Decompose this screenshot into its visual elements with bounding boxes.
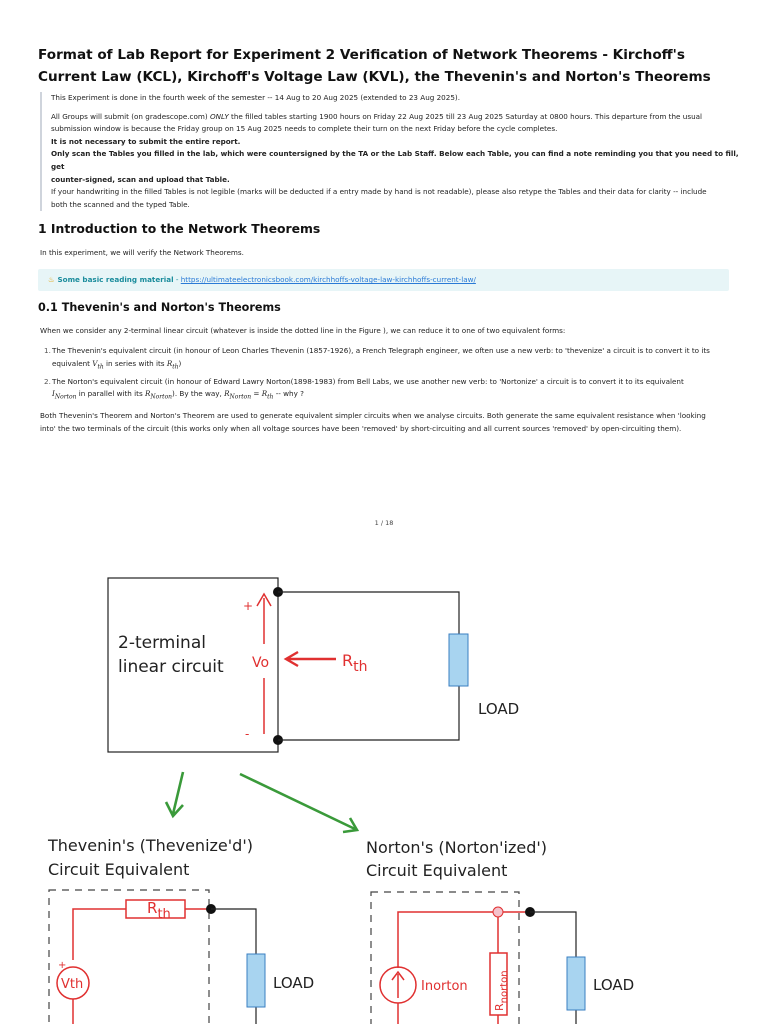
- math-symbol: R: [224, 389, 230, 399]
- math-operator: =: [251, 389, 262, 399]
- vth-plus: +: [58, 960, 67, 971]
- reading-link[interactable]: https://ultimateelectronicsbook.com/kirchhoffs-voltage-law-kirchhoffs-current-law/: [180, 275, 476, 284]
- notice-line: If your handwriting in the filled Tables is not legible (marks will be deducted if a entry made by hand is not readable), please also retype the Tables and their data for clarity -- include: [51, 187, 707, 197]
- callout-label: Some basic reading material: [57, 275, 174, 284]
- rth-label: [342, 651, 368, 675]
- rth-arrow: [286, 652, 336, 666]
- section-heading: 1 Introduction to the Network Theorems: [38, 221, 321, 236]
- norton-node: [493, 907, 503, 917]
- load-resistor: [449, 634, 468, 686]
- norton-subtitle: Circuit Equivalent: [366, 861, 508, 880]
- list-text: in parallel with its: [76, 389, 145, 399]
- math-symbol: V: [92, 358, 98, 368]
- notice-bold: counter-signed, scan and upload that Table.: [51, 174, 230, 184]
- math-rnorton: [145, 389, 173, 401]
- thevenin-title: Thevenin's (Thevenize'd'): [48, 836, 253, 855]
- list-number: 1.: [44, 346, 51, 355]
- math-subscript: Norton: [54, 393, 77, 401]
- reading-callout: [38, 269, 729, 291]
- notice-line: both the scanned and the typed Table.: [51, 199, 190, 209]
- math-symbol: R: [166, 358, 173, 368]
- norton-top-wire: [398, 912, 530, 968]
- page-title: Format of Lab Report for Experiment 2 Verification of Network Theorems - Kirchoff's Current Law (KCL), Kirchoff's Voltage Law (KVL), the Thevenin's and Norton's Theorems: [38, 47, 711, 85]
- notice-emphasis: ONLY: [209, 111, 229, 121]
- submission-notice: [40, 92, 741, 211]
- intro-paragraph: In this experiment, we will verify the Network Theorems.: [40, 248, 244, 257]
- circuit-box-label: linear circuit: [118, 657, 224, 677]
- paragraph: [40, 410, 730, 435]
- list-text: The Norton's equivalent circuit (in honour of Edward Lawry Norton(1898-1983) from Bell Labs, we use another new verb: to 'Nortonize' a circuit is to convert it to its equivalent: [52, 376, 684, 386]
- norton-load-label: LOAD: [593, 976, 635, 994]
- subsection-heading: 0.1 Thevenin's and Norton's Theorems: [38, 301, 281, 314]
- thevenin-load-resistor: [247, 954, 265, 1007]
- math-subscript: th: [172, 363, 179, 371]
- circuit-box-label: 2-terminal: [118, 633, 206, 653]
- notice-line: This Experiment is done in the fourth week of the semester -- 14 Aug to 20 Aug 2025 (extended to 23 Aug 2025).: [51, 93, 460, 102]
- norton-title: Norton's (Norton'ized'): [366, 838, 548, 857]
- rnorton-subscript: norton: [499, 970, 510, 1004]
- paragraph: When we consider any 2-terminal linear circuit (whatever is inside the dotted line in the Figure ), we can reduce it to one of two equivalent forms:: [40, 326, 566, 335]
- minus-sign: -: [245, 727, 250, 741]
- paragraph-text: into' the two terminals of the circuit (this works only when all voltage sources have been 'removed' by short-circuiting and all current sources 'removed' by open-circuiting them).: [40, 423, 682, 433]
- notice-line: [51, 148, 741, 173]
- notice-line: [51, 174, 741, 187]
- math-subscript: Norton: [229, 393, 252, 401]
- list-text: -- why ?: [273, 389, 304, 399]
- rth-subscript: th: [353, 659, 368, 675]
- math-symbol: R: [145, 389, 151, 399]
- vo-label: Vo: [252, 655, 270, 671]
- math-symbol: R: [261, 389, 268, 399]
- math-inorton: [52, 389, 77, 401]
- thevenin-subtitle: Circuit Equivalent: [48, 860, 190, 879]
- thevenin-wire: [73, 909, 211, 960]
- voltage-arrow: [257, 594, 271, 644]
- rnorton-symbol: R: [493, 1003, 506, 1011]
- math-subscript: th: [267, 393, 274, 401]
- math-subscript: Norton: [150, 393, 173, 401]
- vth-label: Vth: [61, 977, 84, 992]
- math-rth: [166, 358, 179, 371]
- list-text: The Thevenin's equivalent circuit (in honour of Leon Charles Thevenin (1857-1926), a French Telegraph engineer, we often use a new verb: to 'thevenize' a circuit is to convert it to its: [52, 346, 710, 355]
- list-item: [40, 376, 730, 405]
- load-label: LOAD: [478, 700, 520, 718]
- math-vth: [92, 358, 104, 371]
- page-number: 1 / 18: [374, 519, 394, 527]
- math-subscript: th: [97, 363, 104, 371]
- norton-load-resistor: [567, 957, 585, 1010]
- notice-text: the filled tables starting 1900 hours on Friday 22 Aug 2025 till 23 Aug 2025 Saturday at 0800 hours. This departure from the usual: [228, 111, 703, 121]
- notice-line: submission window is because the Friday group on 15 Aug 2025 needs to complete their turn on the next Friday before the cycle completes.: [51, 124, 558, 134]
- thevenin-load-label: LOAD: [273, 974, 315, 992]
- lightbulb-icon: ♨: [48, 275, 55, 284]
- current-arrow-icon: [392, 972, 404, 998]
- arrow-to-norton: [240, 774, 357, 832]
- list-text: ). By the way,: [172, 389, 225, 399]
- equivalent-forms-list: [40, 345, 730, 406]
- notice-line: [51, 111, 741, 124]
- paragraph-text: Both Thevenin's Theorem and Norton's Theorem are used to generate equivalent simpler circuits when we analyse circuits. Both generate the same equivalent resistance when 'looking: [40, 411, 706, 420]
- list-text: equivalent: [52, 358, 93, 368]
- list-text: in series with its: [103, 358, 167, 368]
- notice-bold: Only scan the Tables you filled in the lab, which were countersigned by the TA or the Lab Staff. Below each Table, you can find a note reminding you that you need to fill, get: [51, 149, 739, 171]
- list-number: 2.: [44, 376, 51, 386]
- callout-separator: -: [173, 275, 181, 284]
- notice-line: [51, 136, 741, 149]
- plus-sign: +: [243, 599, 254, 613]
- notice-bold: It is not necessary to submit the entire report.: [51, 136, 241, 146]
- notice-text: All Groups will submit (on gradescope.com): [51, 111, 210, 121]
- list-text: ): [178, 358, 182, 368]
- list-item: [40, 345, 730, 374]
- inorton-label: Inorton: [421, 979, 468, 994]
- rth-subscript: th: [157, 907, 171, 922]
- rth-symbol: R: [342, 651, 354, 670]
- load-wire: [278, 592, 459, 740]
- math-equation: [224, 389, 274, 401]
- arrow-to-thevenin: [166, 772, 183, 816]
- math-symbol: I: [52, 389, 55, 399]
- circuit-figure: [0, 548, 768, 1024]
- rth-symbol: R: [147, 899, 158, 917]
